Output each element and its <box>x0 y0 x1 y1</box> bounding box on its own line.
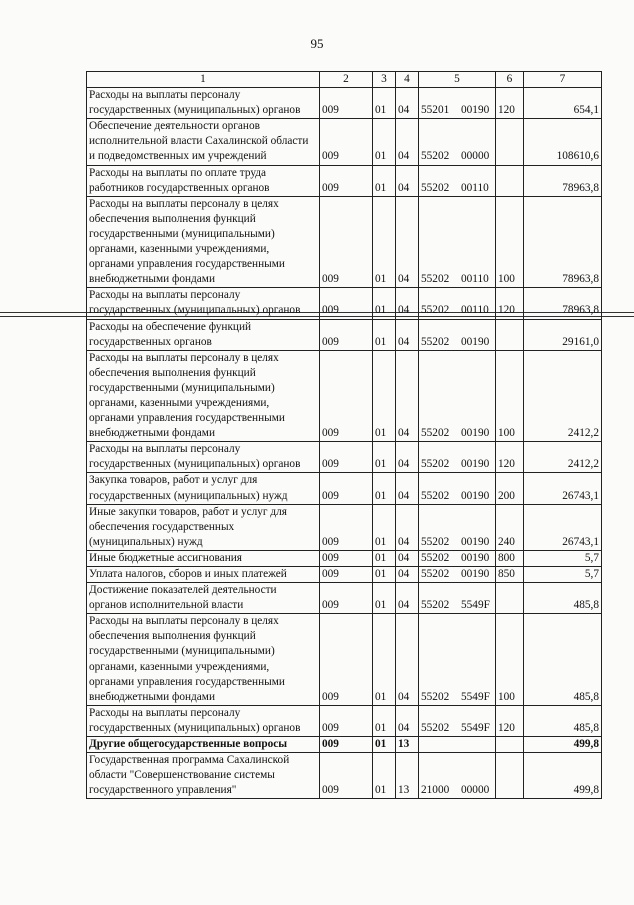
amount: 5,7 <box>524 550 602 566</box>
amount: 499,8 <box>524 753 602 799</box>
subsection-code: 04 <box>396 567 419 583</box>
grbs-code: 009 <box>320 288 373 319</box>
target-article-program: 55202 <box>421 551 450 564</box>
grbs-code: 009 <box>320 165 373 196</box>
target-article-program: 55202 <box>421 721 450 734</box>
target-article-direction: 00190 <box>461 535 490 548</box>
expense-type-code <box>496 165 524 196</box>
target-article-direction: 5549F <box>461 690 490 703</box>
target-article-program: 21000 <box>421 784 450 797</box>
grbs-code: 009 <box>320 350 373 442</box>
subsection-code: 04 <box>396 705 419 736</box>
subsection-code: 04 <box>396 119 419 165</box>
row-name: Расходы на выплаты персоналу государственных (муниципальных) органов <box>87 88 320 119</box>
target-article-code <box>419 473 496 504</box>
expense-type-code: 850 <box>496 567 524 583</box>
grbs-code: 009 <box>320 567 373 583</box>
row-name: Расходы на выплаты персоналу в целях обеспечения выполнения функций государственными (муниципальными) органами, казенными учреждениями, органами управления государственными внебюджетными фондами <box>87 196 320 288</box>
expense-type-code <box>496 737 524 753</box>
grbs-code: 009 <box>320 319 373 350</box>
target-article-direction: 00190 <box>461 458 490 471</box>
section-code: 01 <box>373 119 396 165</box>
grbs-code: 009 <box>320 88 373 119</box>
target-article-program: 55201 <box>421 104 450 117</box>
table-row <box>87 504 602 550</box>
table-row <box>87 319 602 350</box>
grbs-code: 009 <box>320 196 373 288</box>
expense-type-code: 100 <box>496 350 524 442</box>
expense-type-code: 240 <box>496 504 524 550</box>
target-article-program: 55202 <box>421 273 450 286</box>
section-code: 01 <box>373 196 396 288</box>
amount: 499,8 <box>524 737 602 753</box>
section-code: 01 <box>373 350 396 442</box>
amount: 654,1 <box>524 88 602 119</box>
row-name: Расходы на выплаты персоналу государственных (муниципальных) органов <box>87 442 320 473</box>
target-article-code <box>419 504 496 550</box>
amount: 29161,0 <box>524 319 602 350</box>
target-article-direction: 00190 <box>461 335 490 348</box>
subsection-code: 04 <box>396 504 419 550</box>
subsection-code: 04 <box>396 550 419 566</box>
amount: 78963,8 <box>524 196 602 288</box>
target-article-program: 55202 <box>421 535 450 548</box>
table-row <box>87 550 602 566</box>
row-name: Уплата налогов, сборов и иных платежей <box>87 567 320 583</box>
table-row <box>87 88 602 119</box>
target-article-program: 55202 <box>421 335 450 348</box>
target-article-direction: 5549F <box>461 599 490 612</box>
column-header: 6 <box>496 72 524 88</box>
amount: 5,7 <box>524 567 602 583</box>
subsection-code: 04 <box>396 88 419 119</box>
row-name: Иные бюджетные ассигнования <box>87 550 320 566</box>
subsection-code: 13 <box>396 737 419 753</box>
subsection-code: 04 <box>396 614 419 706</box>
target-article-code <box>419 288 496 319</box>
grbs-code: 009 <box>320 583 373 614</box>
section-code: 01 <box>373 705 396 736</box>
budget-table <box>86 71 602 799</box>
target-article-direction: 00110 <box>461 304 489 317</box>
section-code: 01 <box>373 473 396 504</box>
section-code: 01 <box>373 88 396 119</box>
target-article-code <box>419 119 496 165</box>
grbs-code: 009 <box>320 614 373 706</box>
table-row <box>87 614 602 706</box>
amount: 26743,1 <box>524 504 602 550</box>
section-code: 01 <box>373 504 396 550</box>
column-header: 3 <box>373 72 396 88</box>
subsection-code: 04 <box>396 288 419 319</box>
section-code: 01 <box>373 550 396 566</box>
table-row <box>87 753 602 799</box>
row-name: Расходы на выплаты по оплате труда работников государственных органов <box>87 165 320 196</box>
amount: 108610,6 <box>524 119 602 165</box>
grbs-code: 009 <box>320 473 373 504</box>
grbs-code: 009 <box>320 504 373 550</box>
grbs-code: 009 <box>320 442 373 473</box>
target-article-code <box>419 583 496 614</box>
amount: 78963,8 <box>524 165 602 196</box>
row-name: Расходы на выплаты персоналу государственных (муниципальных) органов <box>87 288 320 319</box>
amount: 78963,8 <box>524 288 602 319</box>
expense-type-code: 100 <box>496 614 524 706</box>
column-header: 1 <box>87 72 320 88</box>
target-article-code <box>419 165 496 196</box>
target-article-direction: 5549F <box>461 721 490 734</box>
expense-type-code: 200 <box>496 473 524 504</box>
amount: 485,8 <box>524 583 602 614</box>
target-article-direction: 00190 <box>461 489 490 502</box>
target-article-code <box>419 350 496 442</box>
grbs-code: 009 <box>320 705 373 736</box>
row-name: Расходы на выплаты персоналу в целях обеспечения выполнения функций государственными (муниципальными) органами, казенными учреждениями, органами управления государственными внебюджетными фондами <box>87 614 320 706</box>
target-article-direction: 00000 <box>461 150 490 163</box>
target-article-program: 55202 <box>421 458 450 471</box>
section-code: 01 <box>373 288 396 319</box>
target-article-program: 55202 <box>421 568 450 580</box>
subsection-code: 04 <box>396 319 419 350</box>
grbs-code: 009 <box>320 119 373 165</box>
amount: 2412,2 <box>524 350 602 442</box>
subsection-code: 04 <box>396 583 419 614</box>
table-row <box>87 737 602 753</box>
target-article-program: 55202 <box>421 304 450 317</box>
expense-type-code: 100 <box>496 196 524 288</box>
target-article-code <box>419 705 496 736</box>
grbs-code: 009 <box>320 753 373 799</box>
amount: 485,8 <box>524 705 602 736</box>
amount: 485,8 <box>524 614 602 706</box>
expense-type-code: 120 <box>496 442 524 473</box>
target-article-direction: 00110 <box>461 273 489 286</box>
target-article-program: 55202 <box>421 427 450 440</box>
column-header: 7 <box>524 72 602 88</box>
section-code: 01 <box>373 319 396 350</box>
row-name: Государственная программа Сахалинской области "Совершенствование системы государственного управления" <box>87 753 320 799</box>
target-article-code <box>419 442 496 473</box>
target-article-program: 55202 <box>421 150 450 163</box>
column-header: 5 <box>419 72 496 88</box>
expense-type-code: 800 <box>496 550 524 566</box>
grbs-code: 009 <box>320 550 373 566</box>
table-row <box>87 705 602 736</box>
page-number: 95 <box>310 36 324 51</box>
row-name: Обеспечение деятельности органов исполнительной власти Сахалинской области и подведомственных им учреждений <box>87 119 320 165</box>
amount: 2412,2 <box>524 442 602 473</box>
row-name: Расходы на выплаты персоналу государственных (муниципальных) органов <box>87 705 320 736</box>
expense-type-code: 120 <box>496 705 524 736</box>
target-article-code <box>419 753 496 799</box>
row-name: Иные закупки товаров, работ и услуг для обеспечения государственных (муниципальных) нужд <box>87 504 320 550</box>
table-row <box>87 583 602 614</box>
row-name: Расходы на выплаты персоналу в целях обеспечения выполнения функций государственными (муниципальными) органами, казенными учреждениями, органами управления государственными внебюджетными фондами <box>87 350 320 442</box>
section-code: 01 <box>373 165 396 196</box>
row-name: Достижение показателей деятельности органов исполнительной власти <box>87 583 320 614</box>
column-header: 4 <box>396 72 419 88</box>
amount: 26743,1 <box>524 473 602 504</box>
target-article-direction: 00190 <box>461 551 490 564</box>
target-article-program: 55202 <box>421 690 450 703</box>
table-row <box>87 196 602 288</box>
target-article-code <box>419 88 496 119</box>
target-article-program: 55202 <box>421 599 450 612</box>
table-row <box>87 473 602 504</box>
table-row <box>87 288 602 319</box>
target-article-code <box>419 550 496 566</box>
target-article-direction: 00190 <box>461 104 490 117</box>
expense-type-code: 120 <box>496 288 524 319</box>
section-code: 01 <box>373 567 396 583</box>
subsection-code: 04 <box>396 442 419 473</box>
table-row <box>87 567 602 583</box>
expense-type-code <box>496 583 524 614</box>
section-code: 01 <box>373 753 396 799</box>
target-article-code <box>419 614 496 706</box>
subsection-code: 04 <box>396 350 419 442</box>
expense-type-code <box>496 319 524 350</box>
expense-type-code <box>496 753 524 799</box>
row-name: Закупка товаров, работ и услуг для государственных (муниципальных) нужд <box>87 473 320 504</box>
target-article-direction: 00110 <box>461 181 489 194</box>
header-row <box>87 72 602 88</box>
subsection-code: 04 <box>396 165 419 196</box>
subsection-code: 04 <box>396 196 419 288</box>
target-article-program: 55202 <box>421 489 450 502</box>
section-code: 01 <box>373 737 396 753</box>
target-article-direction: 00000 <box>461 784 490 797</box>
target-article-program: 55202 <box>421 181 450 194</box>
grbs-code: 009 <box>320 737 373 753</box>
table-row <box>87 442 602 473</box>
table-row <box>87 119 602 165</box>
column-header: 2 <box>320 72 373 88</box>
section-code: 01 <box>373 583 396 614</box>
target-article-direction: 00190 <box>461 427 490 440</box>
target-article-code <box>419 319 496 350</box>
section-code: 01 <box>373 442 396 473</box>
target-article-direction: 00190 <box>461 568 490 580</box>
target-article-code <box>419 196 496 288</box>
expense-type-code <box>496 119 524 165</box>
subsection-code: 13 <box>396 753 419 799</box>
expense-type-code: 120 <box>496 88 524 119</box>
table-row <box>87 165 602 196</box>
row-name: Расходы на обеспечение функций государственных органов <box>87 319 320 350</box>
section-code: 01 <box>373 614 396 706</box>
table-row <box>87 350 602 442</box>
subsection-code: 04 <box>396 473 419 504</box>
target-article-code <box>419 567 496 583</box>
target-article-code <box>419 737 496 753</box>
row-name: Другие общегосударственные вопросы <box>87 737 320 753</box>
